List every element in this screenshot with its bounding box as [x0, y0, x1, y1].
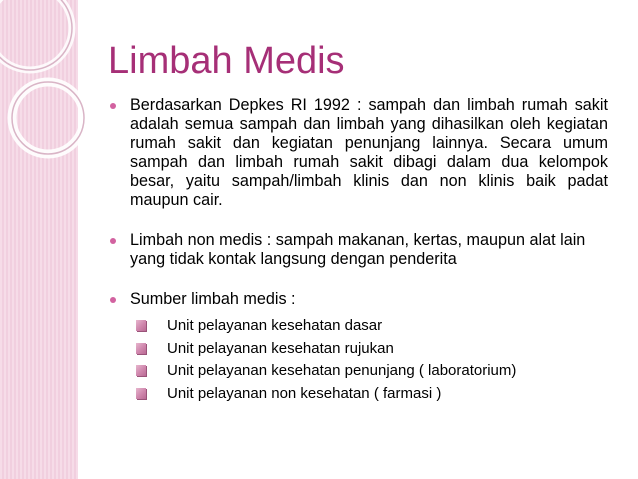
- bullet-text: Sumber limbah medis :: [130, 290, 296, 308]
- sub-list-item: [108, 338, 608, 361]
- bullet-dot-icon: [110, 103, 116, 109]
- square-bullet-icon: [136, 365, 146, 376]
- sub-list-item: [108, 315, 608, 338]
- square-bullet-icon: [136, 320, 146, 331]
- sub-item-text: Unit pelayanan kesehatan dasar: [167, 317, 383, 334]
- bullet-item: [108, 96, 608, 210]
- sub-list-item: [108, 360, 608, 383]
- decorative-rings: [0, 0, 120, 160]
- slide-content: [108, 96, 608, 405]
- bullet-item: [108, 290, 608, 309]
- bullet-dot-icon: [110, 238, 116, 244]
- sub-item-text: Unit pelayanan kesehatan rujukan: [167, 339, 394, 357]
- slide-title: Limbah Medis: [108, 40, 345, 82]
- bullet-item: [108, 231, 608, 269]
- sub-item-text: Unit pelayanan kesehatan penunjang ( laboratorium): [167, 362, 517, 379]
- bullet-dot-icon: [110, 297, 116, 303]
- square-bullet-icon: [136, 388, 146, 399]
- sub-item-text: Unit pelayanan non kesehatan ( farmasi ): [167, 384, 442, 402]
- bullet-text: Limbah non medis : sampah makanan, kertas, maupun alat lain yang tidak kontak langsung dengan penderita: [130, 231, 586, 268]
- sub-list: [108, 315, 608, 405]
- sub-list-item: [108, 383, 608, 406]
- square-bullet-icon: [136, 343, 146, 354]
- bullet-text: Berdasarkan Depkes RI 1992 : sampah dan limbah rumah sakit adalah semua sampah dan limbah yang dihasilkan oleh kegiatan rumah sakit dan kegiatan penunjang lainnya. Secara umum sampah dan limbah rumah sakit dibagi dalam dua kelompok besar, yaitu sampah/limbah klinis dan non klinis baik padat maupun cair.: [130, 96, 608, 209]
